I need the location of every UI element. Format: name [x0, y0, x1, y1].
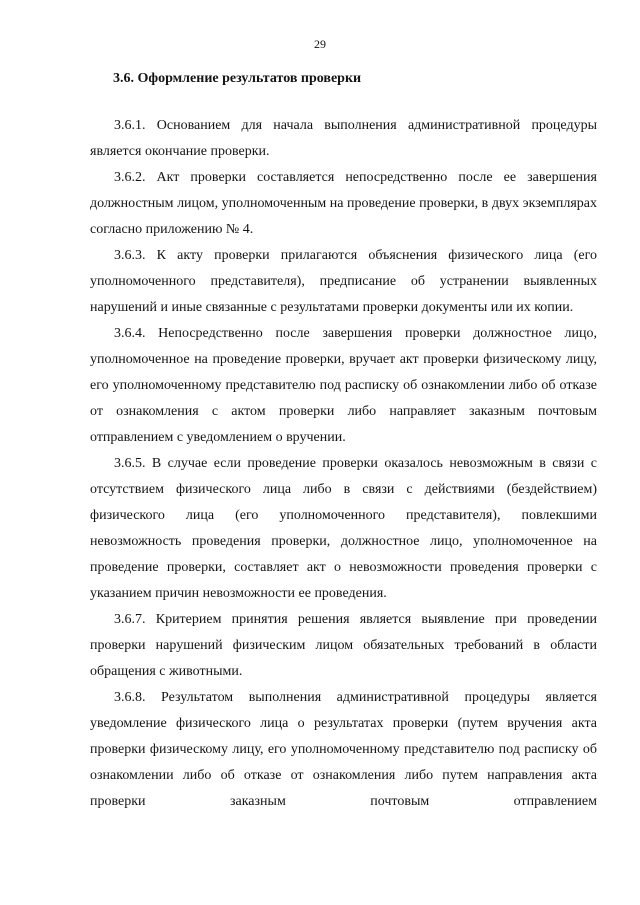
- page-number: 29: [314, 37, 326, 51]
- section-body: [90, 113, 597, 815]
- paragraph-3-6-1: 3.6.1. Основанием для начала выполнения административной процедуры является окончание проверки.: [90, 118, 597, 159]
- paragraph-3-6-4: 3.6.4. Непосредственно после завершения проверки должностное лицо, уполномоченное на проведение проверки, вручает акт проверки физическому лицу, его уполномоченному представителю под расписку об ознакомлении либо об отказе от ознакомления с актом проверки либо направляет заказным почтовым отправлением с уведомлением о вручении.: [90, 326, 597, 445]
- paragraph-3-6-3: 3.6.3. К акту проверки прилагаются объяснения физического лица (его уполномоченного представителя), предписание об устранении выявленных нарушений и иные связанные с результатами проверки документы или их копии.: [90, 248, 597, 315]
- paragraph-3-6-2: 3.6.2. Акт проверки составляется непосредственно после ее завершения должностным лицом, уполномоченным на проведение проверки, в двух экземплярах согласно приложению № 4.: [90, 170, 597, 237]
- paragraph-3-6-7: 3.6.7. Критерием принятия решения является выявление при проведении проверки нарушений физическим лицом обязательных требований в области обращения с животными.: [90, 612, 597, 679]
- paragraph-3-6-8: 3.6.8. Результатом выполнения административной процедуры является уведомление физического лица о результатах проверки (путем вручения акта проверки физическому лицу, его уполномоченному представителю под расписку об ознакомлении либо об отказе от ознакомления либо путем направления акта проверки заказным почтовым отправлением: [90, 690, 597, 809]
- section-heading: 3.6. Оформление результатов проверки: [113, 71, 362, 86]
- paragraph-3-6-5: 3.6.5. В случае если проведение проверки оказалось невозможным в связи с отсутствием физического лица либо в связи с действиями (бездействием) физического лица (его уполномоченного представителя), повлекшими невозможность проведения проверки, должностное лицо, уполномоченное на проведение проверки, составляет акт о невозможности проведения проверки с указанием причин невозможности ее проведения.: [90, 456, 597, 601]
